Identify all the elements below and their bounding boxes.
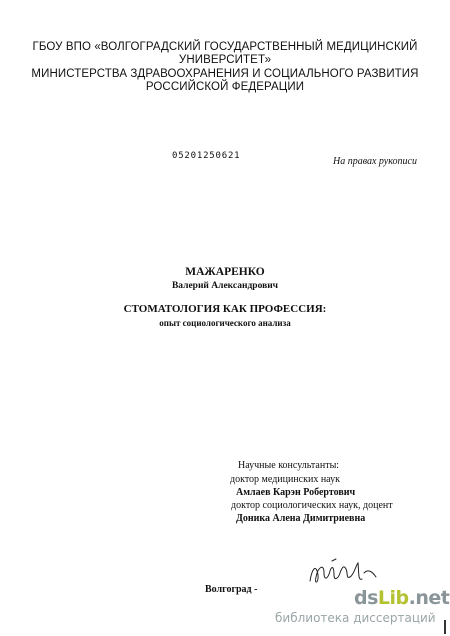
org-line-3: МИНИСТЕРСТВА ЗДРАВООХРАНЕНИЯ И СОЦИАЛЬНОГО РАЗВИТИЯ (31, 68, 419, 80)
org-line-2: УНИВЕРСИТЕТ» (178, 54, 272, 66)
document-code: 05201250621 (172, 151, 241, 161)
watermark-logo: dsLib.net (354, 587, 450, 609)
scan-edge-mark (436, 620, 446, 634)
consultant-2-degree: доктор социологических наук, доцент (231, 500, 393, 511)
consultant-1-degree: доктор медицинских наук (230, 474, 340, 485)
rights-notice: На правах рукописи (333, 156, 417, 167)
watermark-caption: библиотека диссертаций (275, 611, 436, 625)
org-line-4: РОССИЙСКОЙ ФЕДЕРАЦИИ (145, 81, 305, 93)
city-line: Волгоград - (205, 584, 258, 595)
org-line-1: ГБОУ ВПО «ВОЛГОГРАДСКИЙ ГОСУДАРСТВЕННЫЙ МЕДИЦИНСКИЙ (32, 41, 418, 53)
work-title: СТОМАТОЛОГИЯ КАК ПРОФЕССИЯ: (123, 303, 327, 315)
work-subtitle: опыт социологического анализа (159, 318, 291, 328)
consultant-1-name: Амлаев Карэн Робертович (236, 487, 356, 498)
author-name: Валерий Александрович (171, 281, 279, 291)
consultants-heading: Научные консультанты: (238, 460, 340, 471)
author-surname: МАЖАРЕНКО (185, 266, 265, 278)
consultant-2-name: Доника Алена Димитриевна (236, 513, 366, 524)
